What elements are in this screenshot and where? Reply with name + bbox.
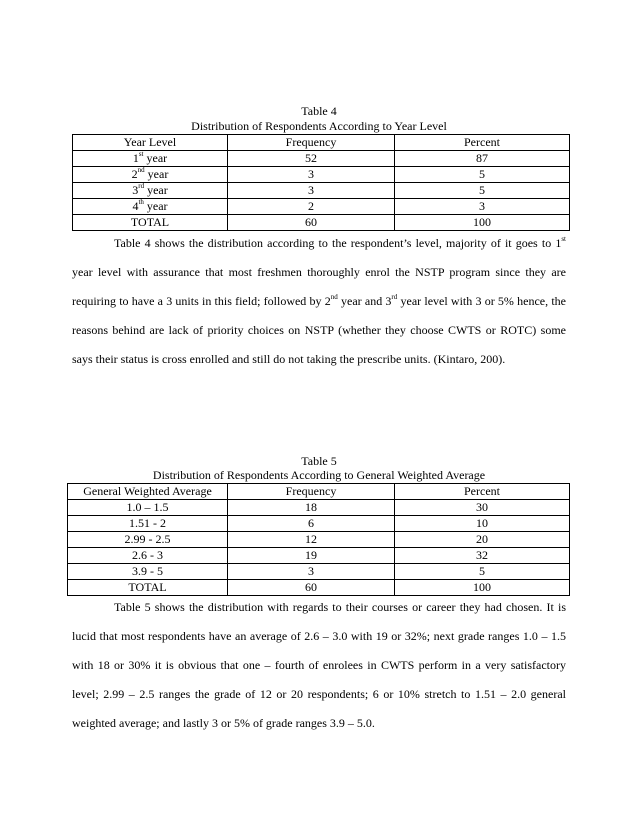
percent-cell: 5 — [395, 564, 570, 580]
percent-cell: 5 — [395, 167, 570, 183]
total-frequency-cell: 60 — [228, 580, 395, 596]
table-row — [68, 532, 570, 548]
table5-header-percent: Percent — [395, 484, 570, 500]
table-row — [73, 183, 570, 199]
total-percent-cell: 100 — [395, 580, 570, 596]
paragraph-table4-discussion: Table 4 shows the distribution according to the respondent’s level, majority of it goes to 1st year level with assurance that most freshmen thoroughly enrol the NSTP program since they are requiring to have a 3 units in this field; followed by 2nd year and 3rd year level with 3 or 5% hence, the reasons behind are lack of priority choices on NSTP (whether they choose CWTS or ROTC) some says their status is cross enrolled and still do not taking the prescribe units. (Kintaro, 200). — [72, 235, 566, 366]
table-row — [73, 151, 570, 167]
percent-cell: 30 — [395, 500, 570, 516]
year-level-cell: 3rd year — [73, 183, 228, 199]
total-frequency-cell: 60 — [228, 215, 395, 231]
table4 — [72, 134, 570, 231]
percent-cell: 5 — [395, 183, 570, 199]
table5-label: Table 5 — [301, 454, 337, 468]
table5 — [67, 483, 570, 596]
year-level-cell: 2nd year — [73, 167, 228, 183]
table-row — [68, 564, 570, 580]
gwa-cell: 3.9 - 5 — [68, 564, 228, 580]
frequency-cell: 3 — [228, 564, 395, 580]
table-row — [68, 516, 570, 532]
frequency-cell: 2 — [228, 199, 395, 215]
table5-header-frequency: Frequency — [228, 484, 395, 500]
year-level-cell: 1st year — [73, 151, 228, 167]
frequency-cell: 19 — [228, 548, 395, 564]
table5-header-row — [68, 484, 570, 500]
table5-title: Distribution of Respondents According to General Weighted Average — [152, 468, 486, 482]
table-row — [68, 548, 570, 564]
table-row — [73, 167, 570, 183]
table4-header-frequency: Frequency — [228, 135, 395, 151]
gwa-cell: 2.6 - 3 — [68, 548, 228, 564]
frequency-cell: 18 — [228, 500, 395, 516]
table4-label: Table 4 — [301, 104, 337, 118]
table4-title: Distribution of Respondents According to Year Level — [191, 119, 447, 133]
total-label-cell: TOTAL — [68, 580, 228, 596]
table5-header-gwa: General Weighted Average — [68, 484, 228, 500]
year-level-cell: 4th year — [73, 199, 228, 215]
frequency-cell: 12 — [228, 532, 395, 548]
total-label-cell: TOTAL — [73, 215, 228, 231]
frequency-cell: 52 — [228, 151, 395, 167]
table4-header-percent: Percent — [395, 135, 570, 151]
percent-cell: 10 — [395, 516, 570, 532]
percent-cell: 3 — [395, 199, 570, 215]
total-percent-cell: 100 — [395, 215, 570, 231]
paragraph-table5-discussion: Table 5 shows the distribution with regards to their courses or career they had chosen. It is lucid that most respondents have an average of 2.6 – 3.0 with 19 or 32%; next grade ranges 1.0 – 1.5 with 18 or 30% it is obvious that one – fourth of enrolees in CWTS perform in a very satisfactory level; 2.99 – 2.5 ranges the grade of 12 or 20 respondents; 6 or 10% stretch to 1.51 – 2.0 general weighted average; and lastly 3 or 5% of grade ranges 3.9 – 5.0. — [72, 600, 566, 730]
gwa-cell: 1.51 - 2 — [68, 516, 228, 532]
percent-cell: 87 — [395, 151, 570, 167]
table-row — [68, 500, 570, 516]
frequency-cell: 3 — [228, 183, 395, 199]
table-row — [73, 199, 570, 215]
frequency-cell: 6 — [228, 516, 395, 532]
gwa-cell: 2.99 - 2.5 — [68, 532, 228, 548]
frequency-cell: 3 — [228, 167, 395, 183]
table4-header-row — [73, 135, 570, 151]
percent-cell: 32 — [395, 548, 570, 564]
table4-header-year-level: Year Level — [73, 135, 228, 151]
percent-cell: 20 — [395, 532, 570, 548]
gwa-cell: 1.0 – 1.5 — [68, 500, 228, 516]
